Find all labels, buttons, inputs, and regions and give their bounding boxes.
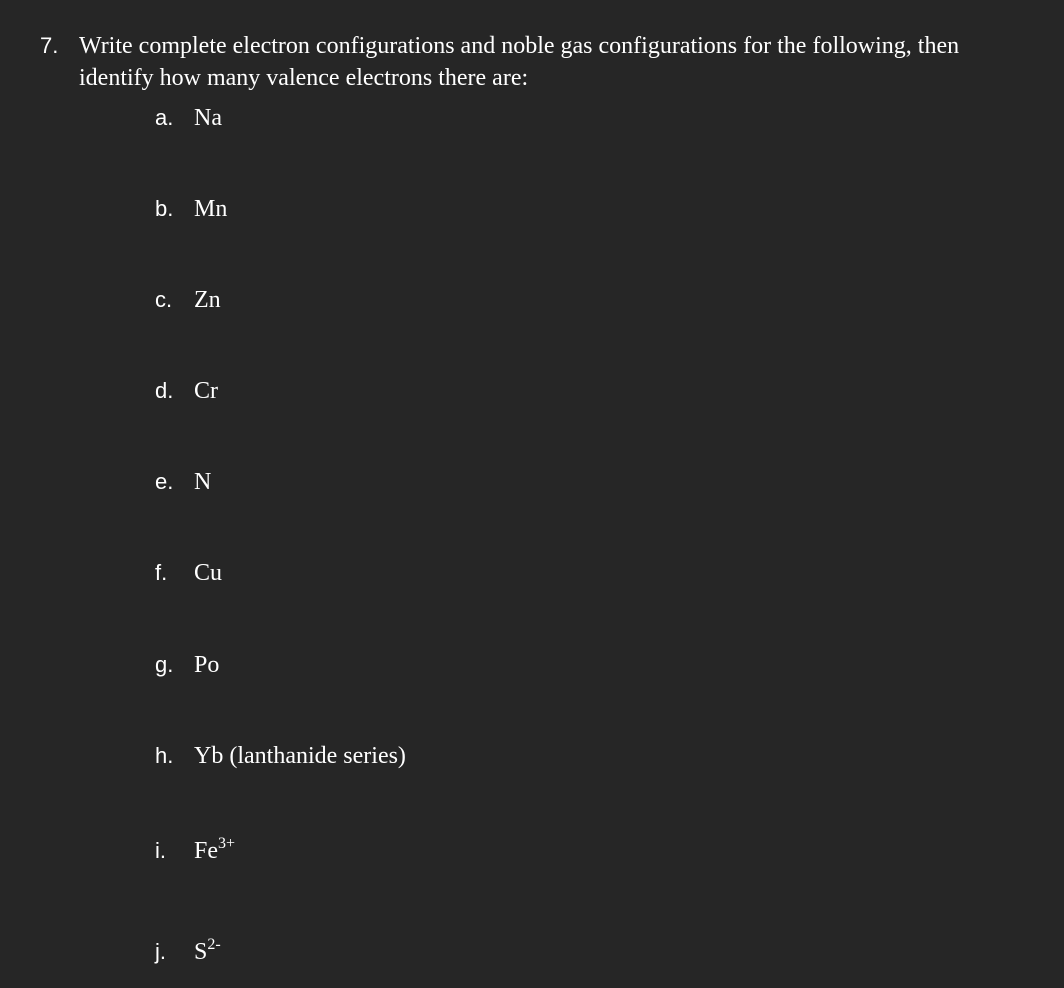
item-element: Po: [194, 652, 220, 678]
item-letter: b.: [155, 196, 174, 221]
item-letter: i.: [155, 838, 166, 863]
item-letter: j.: [155, 939, 166, 964]
item-element: Mn: [194, 196, 228, 222]
item-letter: f.: [155, 560, 168, 585]
item-element: Yb (lanthanide series): [194, 743, 406, 769]
item-letter: d.: [155, 378, 174, 403]
item-element: Cr: [194, 378, 218, 404]
item-letter: g.: [155, 652, 174, 677]
item-element: $S^{2-}$: [194, 936, 221, 965]
item-element: $Fe^{3+}$: [194, 835, 236, 864]
item-element: Cu: [194, 560, 223, 586]
item-letter: e.: [155, 469, 174, 494]
item-letter: c.: [155, 287, 173, 312]
item-letter: a.: [155, 105, 174, 130]
ion-charge: 3+: [218, 835, 236, 852]
item-letter: h.: [155, 743, 174, 768]
item-element: Na: [194, 105, 222, 131]
item-element: Zn: [194, 287, 221, 313]
question-prompt: Write complete electron configurations and noble gas configurations for the following, then identify how many valence electrons there are:: [79, 33, 960, 91]
ion-charge: 2-: [207, 936, 221, 953]
item-element: N: [194, 469, 212, 495]
question-number: 7.: [40, 33, 59, 58]
